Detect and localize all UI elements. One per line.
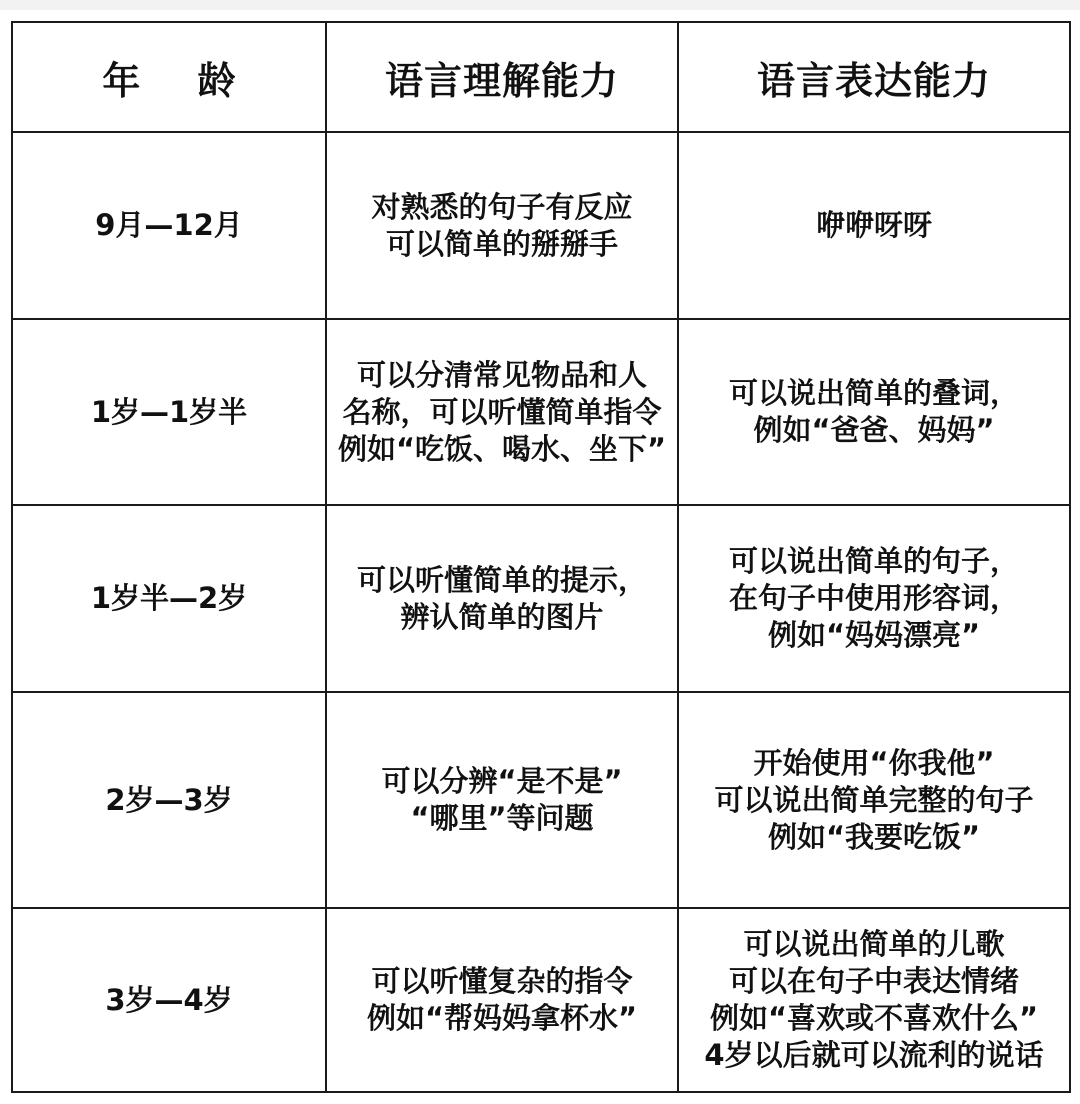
expression-cell: 可以说出简单的叠词， 例如“爸爸、妈妈”: [678, 319, 1070, 505]
table-row: [12, 505, 1070, 692]
comprehension-cell: 可以分辨“是不是” “哪里”等问题: [326, 692, 678, 908]
age-cell: 1岁半—2岁: [12, 505, 326, 692]
expression-cell: 可以说出简单的儿歌 可以在句子中表达情绪 例如“喜欢或不喜欢什么” 4岁以后就可以流利的说话: [678, 908, 1070, 1092]
comprehension-cell: 可以听懂复杂的指令 例如“帮妈妈拿杯水”: [326, 908, 678, 1092]
top-strip: [0, 0, 1080, 10]
age-cell: 9月—12月: [12, 132, 326, 319]
expression-cell: 可以说出简单的句子， 在句子中使用形容词， 例如“妈妈漂亮”: [678, 505, 1070, 692]
comprehension-cell: 可以听懂简单的提示， 辨认简单的图片: [326, 505, 678, 692]
language-development-table: [11, 21, 1071, 1093]
comprehension-cell: 可以分清常见物品和人 名称，可以听懂简单指令 例如“吃饭、喝水、坐下”: [326, 319, 678, 505]
table-row: [12, 908, 1070, 1092]
expression-cell: 开始使用“你我他” 可以说出简单完整的句子 例如“我要吃饭”: [678, 692, 1070, 908]
header-comprehension: 语言理解能力: [326, 22, 678, 132]
age-cell: 2岁—3岁: [12, 692, 326, 908]
comprehension-cell: 对熟悉的句子有反应 可以简单的掰掰手: [326, 132, 678, 319]
header-row: [12, 22, 1070, 132]
table-row: [12, 692, 1070, 908]
table-row: [12, 132, 1070, 319]
age-cell: 1岁—1岁半: [12, 319, 326, 505]
age-cell: 3岁—4岁: [12, 908, 326, 1092]
header-expression: 语言表达能力: [678, 22, 1070, 132]
header-age: 年 龄: [12, 22, 326, 132]
expression-cell: 咿咿呀呀: [678, 132, 1070, 319]
table-row: [12, 319, 1070, 505]
